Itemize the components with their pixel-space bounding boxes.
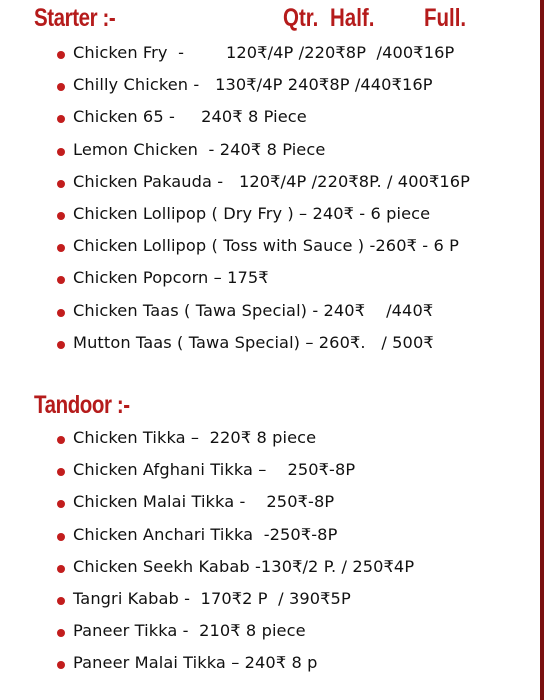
menu-item-text: Chicken Popcorn – 175₹ bbox=[73, 268, 269, 288]
menu-item-text: Tangri Kabab - 170₹2 P / 390₹5P bbox=[73, 589, 351, 608]
bullet-icon bbox=[57, 83, 65, 91]
menu-item-text: Chicken Pakauda - 120₹/4P /220₹8P. / 400₹16P bbox=[73, 171, 471, 191]
column-header-qtr: Qtr. bbox=[283, 4, 319, 32]
tandoor-section-title: Tandoor :- bbox=[34, 391, 130, 419]
menu-item bbox=[0, 40, 540, 72]
bullet-icon bbox=[57, 661, 65, 669]
menu-item bbox=[0, 586, 540, 618]
menu-item bbox=[0, 489, 540, 521]
menu-item-text: Chicken Malai Tikka - 250₹-8P bbox=[73, 492, 335, 512]
starter-section-title: Starter :- bbox=[34, 4, 116, 32]
menu-item bbox=[0, 330, 540, 362]
bullet-icon bbox=[57, 212, 65, 220]
menu-item bbox=[0, 233, 540, 265]
page-right-border bbox=[540, 0, 544, 700]
menu-item-text: Chicken Afghani Tikka – 250₹-8P bbox=[73, 460, 356, 480]
column-header-half: Half. bbox=[330, 4, 375, 32]
bullet-icon bbox=[57, 341, 65, 349]
menu-item bbox=[0, 457, 540, 489]
menu-item-text: Chicken Taas ( Tawa Special) - 240₹ /440₹ bbox=[73, 300, 434, 320]
menu-item bbox=[0, 618, 540, 650]
menu-item bbox=[0, 522, 540, 554]
menu-item bbox=[0, 137, 540, 169]
menu-item bbox=[0, 650, 540, 682]
menu-item-text: Chicken Anchari Tikka -250₹-8P bbox=[73, 524, 338, 544]
bullet-icon bbox=[57, 533, 65, 541]
menu-item-text: Chicken 65 - 240₹ 8 Piece bbox=[73, 107, 307, 127]
menu-item-text: Mutton Taas ( Tawa Special) – 260₹. / 500₹ bbox=[73, 332, 434, 352]
menu-item-text: Chicken Lollipop ( Toss with Sauce ) -260₹ - 6 P bbox=[73, 236, 459, 256]
bullet-icon bbox=[57, 565, 65, 573]
column-header-full: Full. bbox=[424, 4, 467, 32]
menu-item bbox=[0, 265, 540, 297]
bullet-icon bbox=[57, 436, 65, 444]
menu-item bbox=[0, 425, 540, 457]
menu-item-text: Lemon Chicken - 240₹ 8 Piece bbox=[73, 139, 326, 159]
menu-item bbox=[0, 201, 540, 233]
menu-item bbox=[0, 169, 540, 201]
menu-item bbox=[0, 104, 540, 136]
bullet-icon bbox=[57, 148, 65, 156]
bullet-icon bbox=[57, 309, 65, 317]
bullet-icon bbox=[57, 276, 65, 284]
bullet-icon bbox=[57, 597, 65, 605]
menu-item bbox=[0, 72, 540, 104]
menu-item-text: Chicken Tikka – 220₹ 8 piece bbox=[73, 428, 317, 447]
menu-item bbox=[0, 554, 540, 586]
bullet-icon bbox=[57, 468, 65, 476]
menu-item-text: Chilly Chicken - 130₹/4P 240₹8P /440₹16P bbox=[73, 75, 433, 95]
bullet-icon bbox=[57, 500, 65, 508]
bullet-icon bbox=[57, 115, 65, 123]
menu-item-text: Paneer Malai Tikka – 240₹ 8 p bbox=[73, 653, 318, 673]
menu-item-text: Chicken Lollipop ( Dry Fry ) – 240₹ - 6 piece bbox=[73, 204, 431, 223]
menu-item-text: Chicken Fry - 120₹/4P /220₹8P /400₹16P bbox=[73, 43, 455, 62]
bullet-icon bbox=[57, 244, 65, 252]
menu-item bbox=[0, 298, 540, 330]
bullet-icon bbox=[57, 51, 65, 59]
menu-item-text: Chicken Seekh Kabab -130₹/2 P. / 250₹4P bbox=[73, 556, 415, 576]
bullet-icon bbox=[57, 629, 65, 637]
menu-item-text: Paneer Tikka - 210₹ 8 piece bbox=[73, 621, 306, 641]
bullet-icon bbox=[57, 180, 65, 188]
